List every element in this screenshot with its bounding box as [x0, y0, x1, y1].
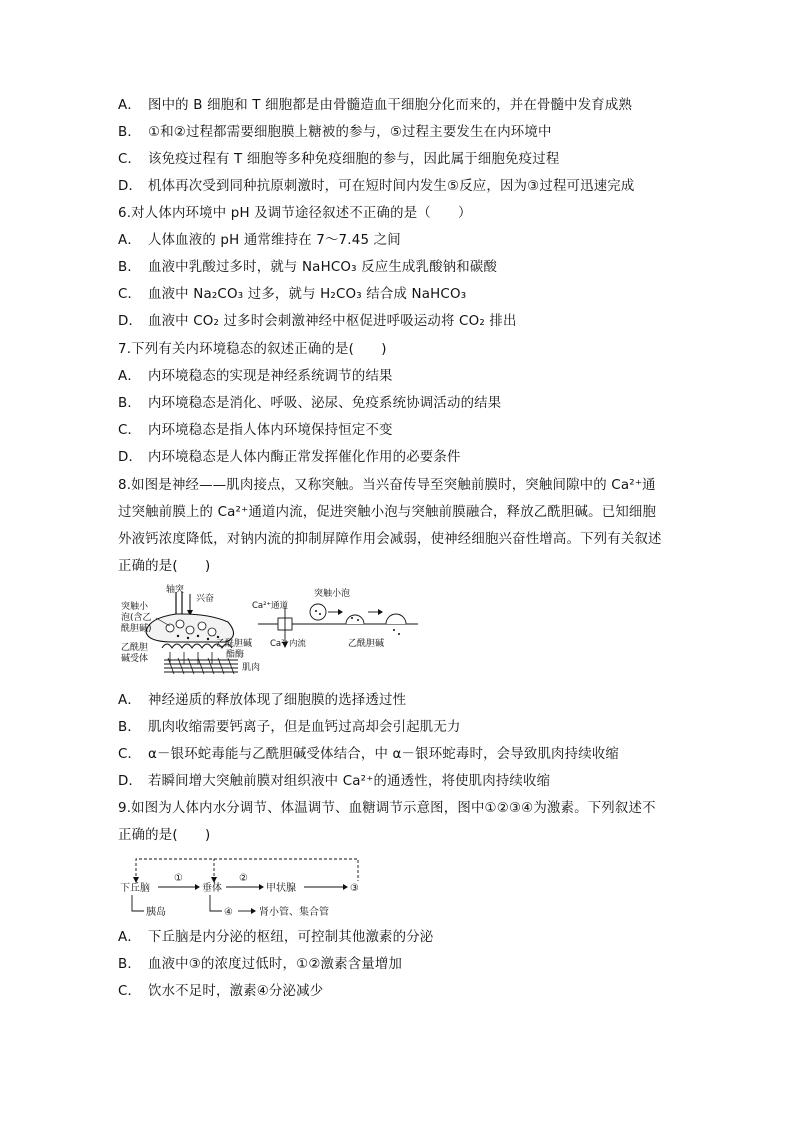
option-label: A． — [118, 930, 141, 945]
q6-option-b — [118, 259, 497, 277]
option-label: B． — [118, 957, 141, 972]
q7-stem: 7.下列有关内环境稳态的叙述正确的是( ) — [118, 342, 387, 357]
ach-right-label: 乙酰胆碱 — [348, 639, 385, 649]
vesicle-label-1: 突触小 — [121, 602, 149, 612]
arrow-hormone-2: ② — [239, 873, 248, 884]
q6-option-a — [118, 232, 401, 250]
option-text: 内环境稳态的实现是神经系统调节的结果 — [148, 369, 393, 384]
q8-option-a — [118, 692, 406, 710]
node-hormone-3: ③ — [350, 883, 359, 894]
arrow-hormone-1: ① — [174, 873, 183, 884]
option-label: B． — [118, 125, 141, 140]
muscle-label: 肌肉 — [242, 663, 261, 673]
option-text: 图中的 B 细胞和 T 细胞都是由骨髓造血干细胞分化而来的，并在骨髓中发育成熟 — [148, 98, 633, 113]
q9-option-a — [118, 929, 433, 947]
q6-option-c — [118, 286, 466, 304]
q9-stem-line-2: 正确的是( ) — [118, 828, 211, 843]
option-text: 内环境稳态是人体内酶正常发挥催化作用的必要条件 — [148, 450, 461, 465]
node-thyroid: 甲状腺 — [266, 883, 296, 894]
receptor-label-1: 乙酰胆 — [121, 643, 149, 653]
option-label: D． — [118, 450, 143, 465]
q5-option-d — [118, 178, 635, 196]
q7-option-d — [118, 449, 461, 467]
option-label: B． — [118, 396, 141, 411]
option-text: 血液中 CO₂ 过多时会刺激神经中枢促进呼吸运动将 CO₂ 排出 — [148, 314, 517, 329]
q8-option-b — [118, 719, 461, 737]
q9-regulation-figure — [118, 853, 378, 923]
option-label: D． — [118, 314, 143, 329]
option-label: C． — [118, 152, 142, 167]
ach-label: 乙酰胆碱 — [216, 639, 253, 649]
q9-stem-line-1: 9.如图为人体内水分调节、体温调节、血糖调节示意图，图中①②③④为激素。下列叙述不 — [118, 801, 656, 816]
option-label: A． — [118, 369, 141, 384]
option-label: A． — [118, 98, 141, 113]
q8-stem-line-2: 过突触前膜上的 Ca²⁺通道内流，促进突触小泡与突触前膜融合，释放乙酰胆碱。已知细胞 — [118, 505, 657, 520]
q8-synapse-figure — [118, 584, 418, 676]
q7-option-a — [118, 368, 393, 386]
option-label: C． — [118, 423, 142, 438]
option-label: C． — [118, 984, 142, 999]
ca-influx-label: Ca²⁺内流 — [270, 639, 307, 649]
q6-option-d — [118, 313, 517, 331]
option-text: 机体再次受到同种抗原刺激时，可在短时间内发生⑤反应，因为③过程可迅速完成 — [148, 179, 635, 194]
option-text: 内环境稳态是指人体内环境保持恒定不变 — [148, 423, 393, 438]
option-text: 若瞬间增大突触前膜对组织液中 Ca²⁺的通透性，将使肌肉持续收缩 — [148, 774, 551, 789]
q9-option-c — [118, 983, 323, 1001]
q8-stem-line-1: 8.如图是神经——肌肉接点，又称突触。当兴奋传导至突触前膜时，突触间隙中的 Ca²⁺通 — [118, 478, 656, 493]
option-text: 人体血液的 pH 通常维持在 7～7.45 之间 — [148, 233, 401, 248]
option-label: B． — [118, 260, 141, 275]
node-pancreas: 胰岛 — [146, 907, 166, 918]
q7-option-c — [118, 422, 393, 440]
option-text: 血液中③的浓度过低时，①②激素含量增加 — [148, 957, 403, 972]
option-text: 下丘脑是内分泌的枢纽，可控制其他激素的分泌 — [148, 930, 434, 945]
node-kidney-tubules: 肾小管、集合管 — [259, 907, 329, 918]
q5-option-c — [118, 151, 559, 169]
option-label: B． — [118, 720, 141, 735]
option-label: C． — [118, 287, 142, 302]
option-label: A． — [118, 693, 141, 708]
excite-label: 兴奋 — [196, 594, 215, 604]
q9-option-b — [118, 956, 402, 974]
option-label: D． — [118, 179, 143, 194]
vesicle-label-3: 酰胆碱) — [121, 624, 152, 634]
vesicle-top-label: 突触小泡 — [314, 589, 351, 599]
q8-stem-line-3: 外液钙浓度降低，对钠内流的抑制屏障作用会减弱，使神经细胞兴奋性增高。下列有关叙述 — [118, 532, 662, 547]
option-text: ①和②过程都需要细胞膜上糖被的参与，⑤过程主要发生在内环境中 — [148, 125, 552, 140]
option-text: α－银环蛇毒能与乙酰胆碱受体结合，中 α－银环蛇毒时，会导致肌肉持续收缩 — [148, 747, 619, 762]
receptor-label-2: 碱受体 — [121, 654, 149, 664]
axon-label: 轴突 — [166, 585, 185, 595]
branch-hormone-4: ④ — [224, 907, 233, 918]
q5-option-b — [118, 124, 552, 142]
option-text: 内环境稳态是消化、呼吸、泌尿、免疫系统协调活动的结果 — [148, 396, 502, 411]
option-text: 神经递质的释放体现了细胞膜的选择透过性 — [148, 693, 407, 708]
option-text: 饮水不足时，激素④分泌减少 — [148, 984, 324, 999]
enzyme-label: 酯酶 — [226, 650, 245, 660]
q8-option-c — [118, 746, 619, 764]
option-text: 该免疫过程有 T 细胞等多种免疫细胞的参与，因此属于细胞免疫过程 — [148, 152, 560, 167]
option-text: 血液中 Na₂CO₃ 过多，就与 H₂CO₃ 结合成 NaHCO₃ — [148, 287, 467, 302]
node-hypothalamus: 下丘脑 — [120, 883, 150, 894]
option-label: C． — [118, 747, 142, 762]
option-text: 肌肉收缩需要钙离子，但是血钙过高却会引起肌无力 — [148, 720, 461, 735]
option-label: A． — [118, 233, 141, 248]
vesicle-label-2: 泡(含乙 — [121, 613, 152, 623]
ca-channel-label: Ca²⁺通道 — [252, 601, 289, 611]
option-label: D． — [118, 774, 143, 789]
option-text: 血液中乳酸过多时，就与 NaHCO₃ 反应生成乳酸钠和碳酸 — [148, 260, 498, 275]
node-pituitary: 垂体 — [202, 883, 222, 894]
q5-option-a — [118, 97, 632, 115]
q8-option-d — [118, 773, 550, 791]
q7-option-b — [118, 395, 501, 413]
q6-stem: 6.对人体内环境中 pH 及调节途径叙述不正确的是（ ） — [118, 206, 472, 221]
q8-stem-line-4: 正确的是( ) — [118, 559, 211, 574]
